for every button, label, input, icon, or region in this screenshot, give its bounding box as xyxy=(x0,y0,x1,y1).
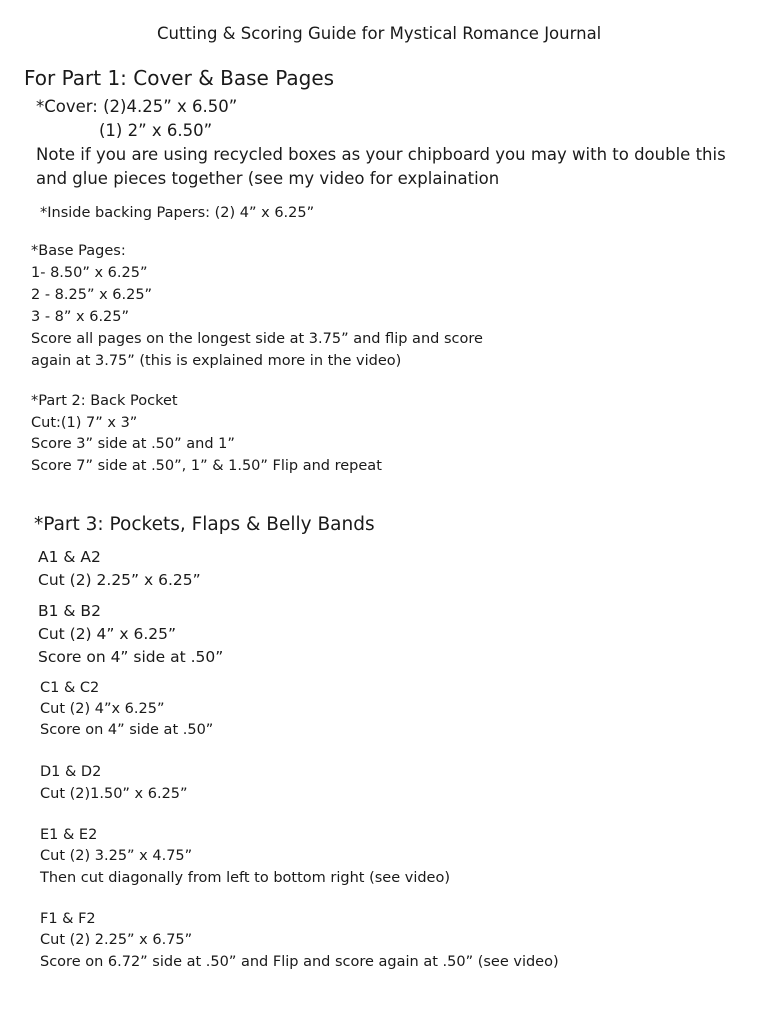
piece-f-line: Cut (2) 2.25” x 6.75” xyxy=(40,932,193,948)
part2-line: *Part 2: Back Pocket xyxy=(31,393,178,409)
base-pages-line: again at 3.75” (this is explained more in the video) xyxy=(31,353,402,369)
piece-d-line: Cut (2)1.50” x 6.25” xyxy=(40,786,188,802)
piece-c-label: C1 & C2 xyxy=(40,680,100,696)
piece-f-label: F1 & F2 xyxy=(40,911,96,927)
piece-c-line: Cut (2) 4”x 6.25” xyxy=(40,701,165,717)
part2-line: Cut:(1) 7” x 3” xyxy=(31,415,138,431)
piece-e-line: Then cut diagonally from left to bottom right (see video) xyxy=(40,870,451,886)
part2-line: Score 3” side at .50” and 1” xyxy=(31,436,235,452)
part3-heading: *Part 3: Pockets, Flaps & Belly Bands xyxy=(34,514,375,535)
base-pages-line: Score all pages on the longest side at 3.75” and flip and score xyxy=(31,331,483,347)
part1-heading: For Part 1: Cover & Base Pages xyxy=(24,66,335,90)
base-pages-line: 1- 8.50” x 6.25” xyxy=(31,265,148,281)
part2-line: Score 7” side at .50”, 1” & 1.50” Flip and repeat xyxy=(31,458,382,474)
piece-c-line: Score on 4” side at .50” xyxy=(40,722,214,738)
cover-line-1: *Cover: (2)4.25” x 6.50” xyxy=(36,97,238,116)
piece-e-line: Cut (2) 3.25” x 4.75” xyxy=(40,848,193,864)
cover-line-2: (1) 2” x 6.50” xyxy=(99,121,213,140)
piece-e-label: E1 & E2 xyxy=(40,827,98,843)
piece-b-line: Score on 4” side at .50” xyxy=(38,648,224,666)
piece-a-label: A1 & A2 xyxy=(38,548,101,566)
page-title: Cutting & Scoring Guide for Mystical Romance Journal xyxy=(157,24,602,43)
piece-b-line: Cut (2) 4” x 6.25” xyxy=(38,625,176,643)
piece-b-label: B1 & B2 xyxy=(38,602,101,620)
note-line-1: Note if you are using recycled boxes as your chipboard you may with to double this xyxy=(36,145,726,164)
base-pages-line: 2 - 8.25” x 6.25” xyxy=(31,287,153,303)
note-line-2: and glue pieces together (see my video for explaination xyxy=(36,169,500,188)
base-pages-line: *Base Pages: xyxy=(31,243,126,259)
piece-d-label: D1 & D2 xyxy=(40,764,102,780)
inside-backing-line: *Inside backing Papers: (2) 4” x 6.25” xyxy=(40,205,315,221)
piece-a-line: Cut (2) 2.25” x 6.25” xyxy=(38,571,201,589)
base-pages-line: 3 - 8” x 6.25” xyxy=(31,309,130,325)
piece-f-line: Score on 6.72” side at .50” and Flip and score again at .50” (see video) xyxy=(40,954,559,970)
